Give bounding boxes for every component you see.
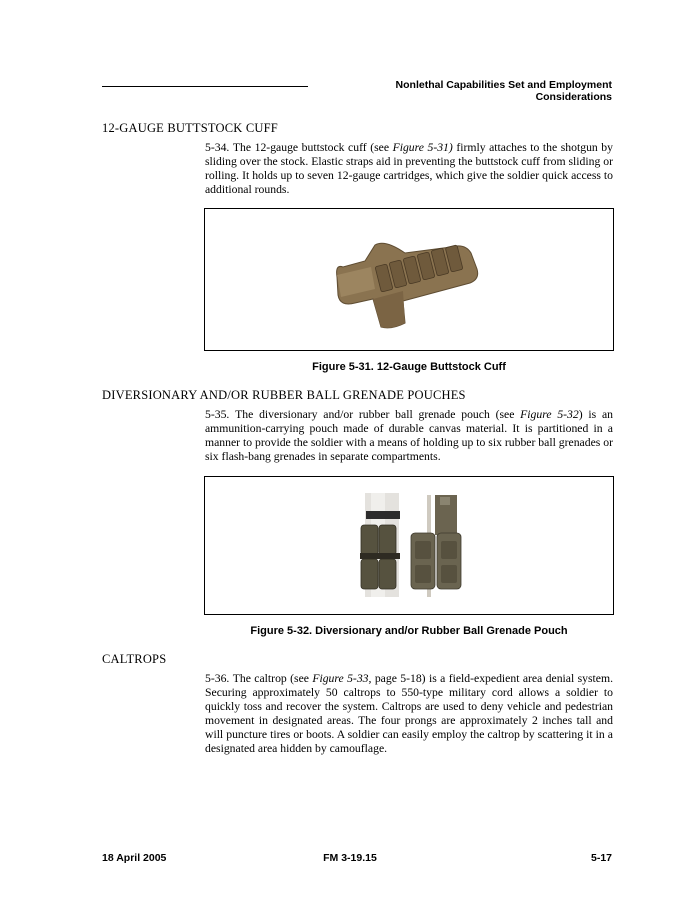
- header-rule: [102, 86, 308, 87]
- footer-date: 18 April 2005: [102, 852, 167, 864]
- footer-manual: FM 3-19.15: [323, 852, 377, 864]
- para-number: 5-36.: [205, 672, 230, 685]
- figure-5-31-caption: Figure 5-31. 12-Gauge Buttstock Cuff: [312, 361, 506, 373]
- figure-reference: Figure 5-33,: [312, 672, 372, 685]
- figure-reference: Figure 5-32: [520, 408, 579, 421]
- figure-5-31-frame: [204, 208, 614, 351]
- grenade-pouch-image: [205, 477, 613, 614]
- paragraph-5-36: 5-36. The caltrop (see Figure 5-33, page 5-18) is a field-expedient area denial system. Securing approximately 50 caltrops to 550-type military cord allows a soldier to quickly toss and recover the system. Caltrops are used to deny vehicle and pedestrian movement in designated areas. The four prongs are approximately 2 inches tall and will puncture tires or boots. A soldier can easily employ the caltrop by scattering it in a designated area hidden by camouflage.: [205, 672, 613, 755]
- paragraph-5-35: 5-35. The diversionary and/or rubber ball grenade pouch (see Figure 5-32) is an ammunition-carrying pouch made of durable canvas material. It is partitioned in a manner to provide the soldier with a means of holding up to six rubber ball grenades or six flash-bang grenades in separate compartments.: [205, 408, 614, 463]
- para-number: 5-35.: [205, 408, 230, 421]
- para-number: 5-34.: [205, 141, 230, 154]
- figure-5-32-caption: Figure 5-32. Diversionary and/or Rubber Ball Grenade Pouch: [250, 625, 568, 637]
- footer-page-number: 5-17: [590, 852, 612, 864]
- buttstock-cuff-image: [205, 209, 613, 350]
- paragraph-5-34: 5-34. The 12-gauge buttstock cuff (see Figure 5-31) firmly attaches to the shotgun by sliding over the stock. Elastic straps aid in preventing the buttstock cuff from sliding or rolling. It holds up to seven 12-gauge cartridges, which give the soldier quick access to additional rounds.: [205, 141, 613, 196]
- section-title-caltrops: CALTROPS: [102, 652, 167, 666]
- running-head: Nonlethal Capabilities Set and Employment Considerations: [395, 79, 612, 103]
- section-title-grenade-pouches: DIVERSIONARY AND/OR RUBBER BALL GRENADE POUCHES: [102, 388, 466, 402]
- figure-5-32-frame: [204, 476, 614, 615]
- figure-reference: Figure 5-31): [392, 141, 453, 154]
- section-title-buttstock-cuff: 12-GAUGE BUTTSTOCK CUFF: [102, 121, 278, 135]
